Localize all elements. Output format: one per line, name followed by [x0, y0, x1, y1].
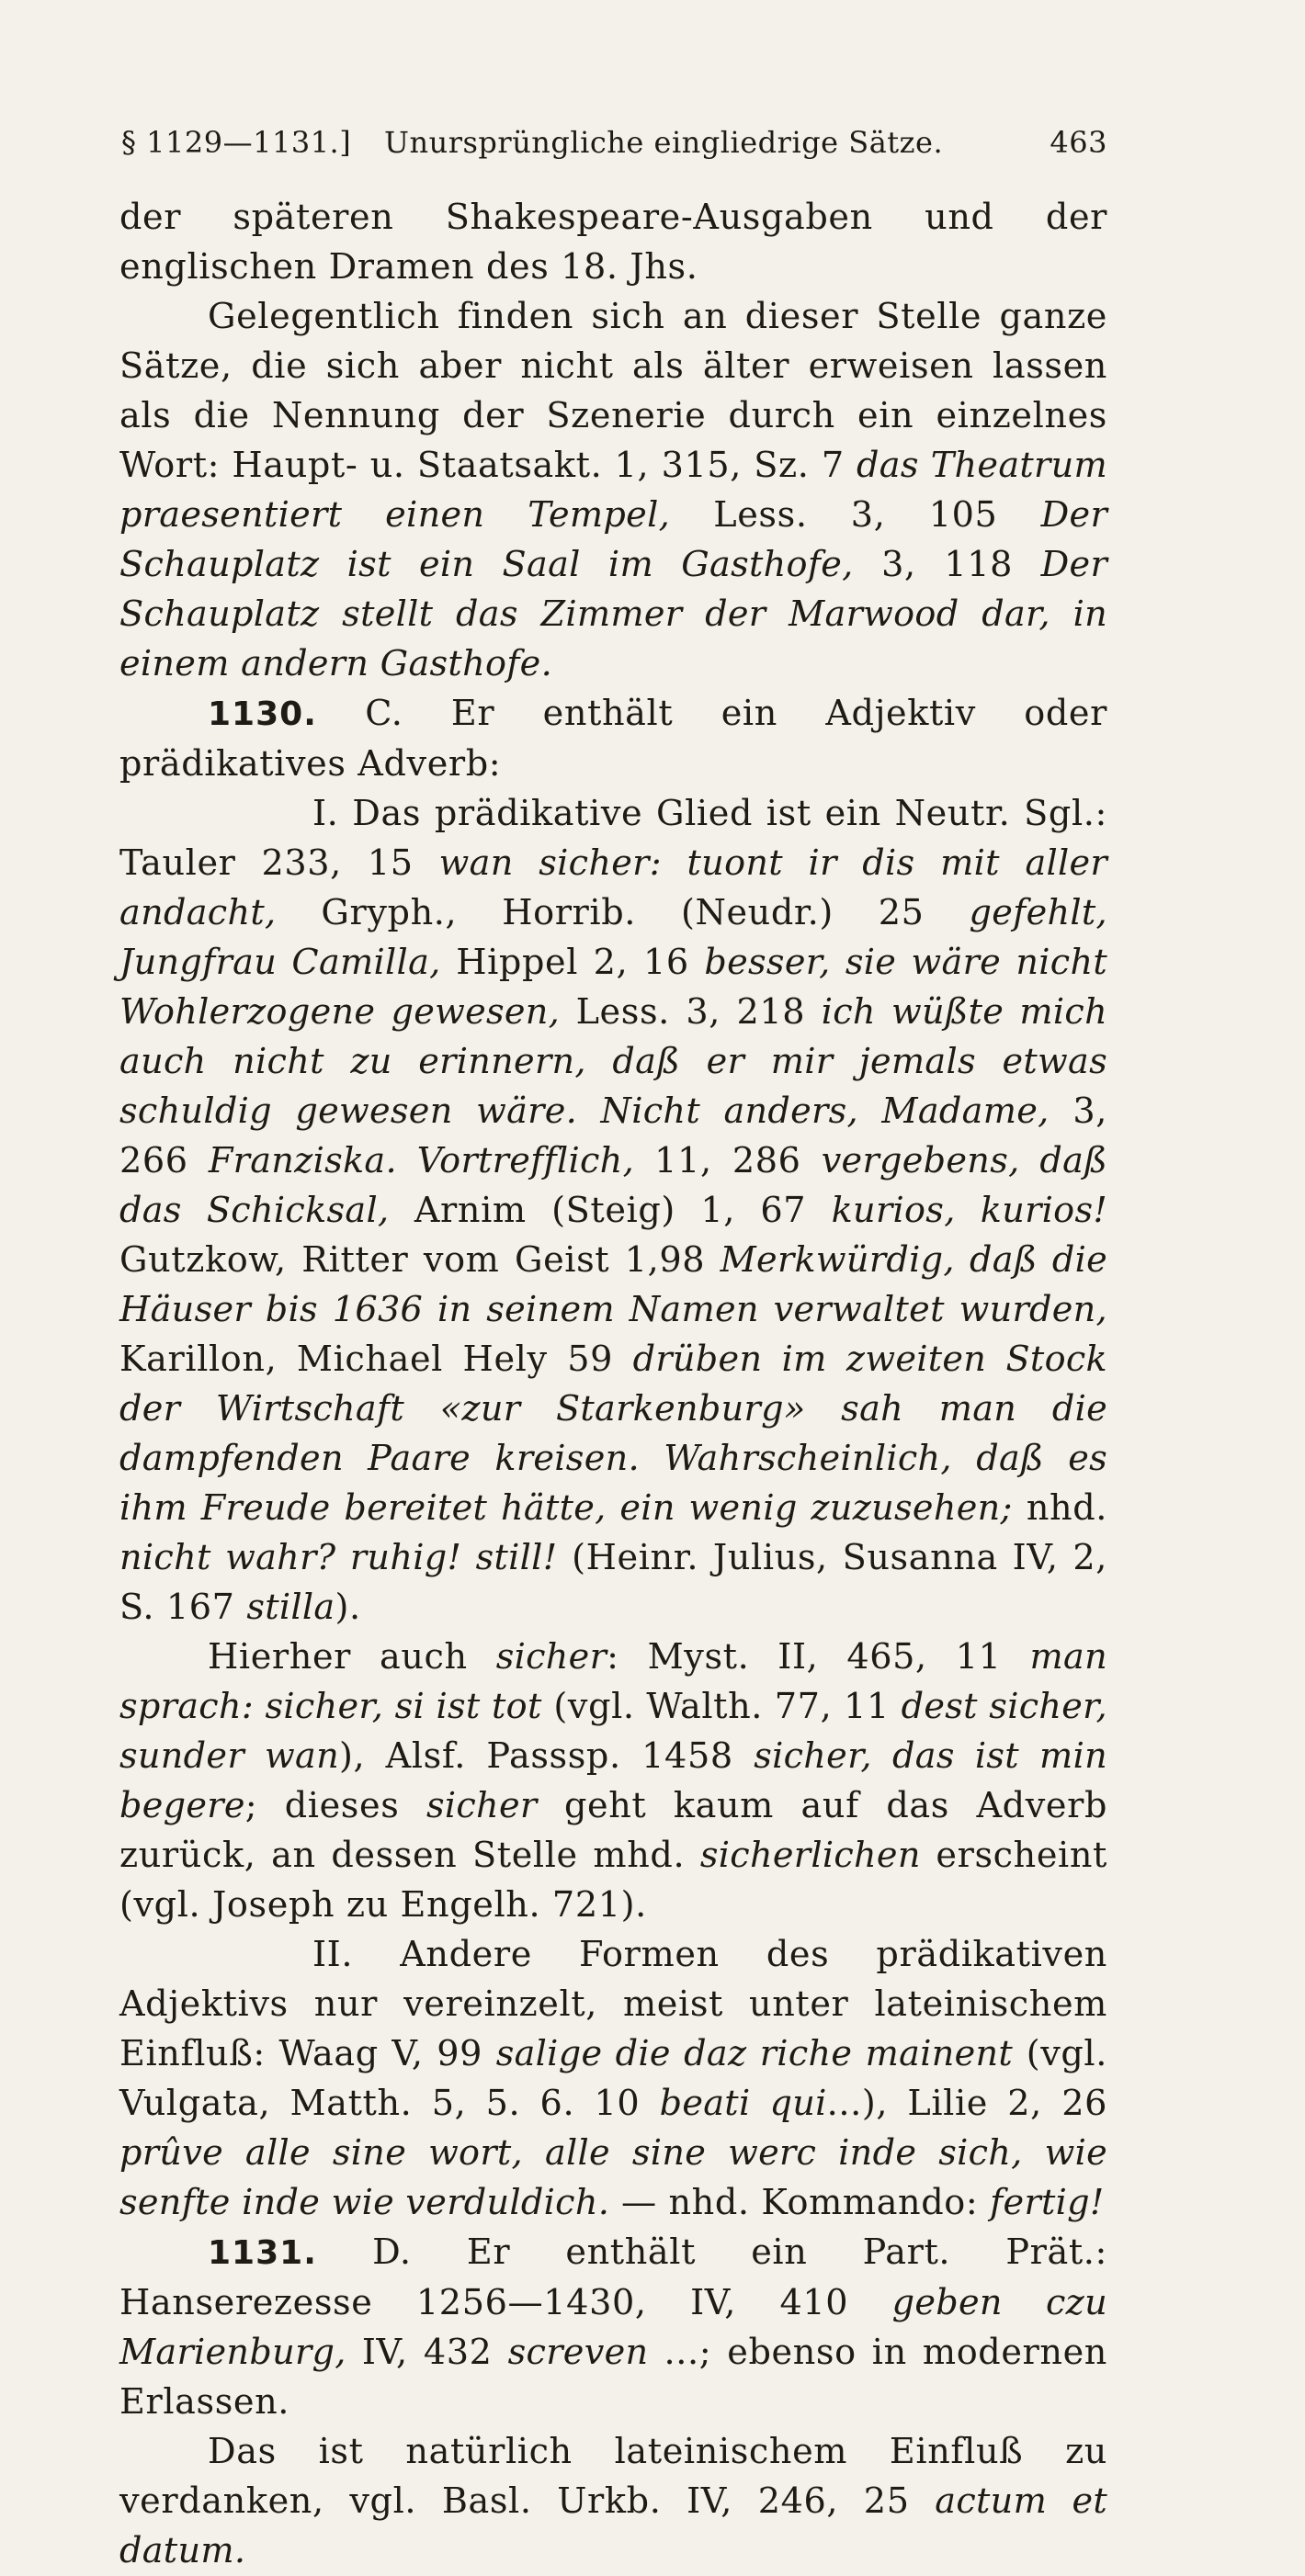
- text-run: geht kaum auf das Adverb zurück, an dessen Stelle mhd.: [119, 1786, 1107, 1876]
- text-run: Gryph., Horrib. (Neudr.) 25: [276, 893, 970, 933]
- text-run: Das ist natürlich lateinischem Einfluß zu verdanken, vgl. Basl. Urkb. IV, 246, 25: [119, 2432, 1107, 2522]
- italic-quote: gefehlt, Jungfrau Camilla,: [119, 893, 1107, 983]
- italic-quote: prûve alle sine wort, alle sine werc inde sich, wie senfte inde wie verduldich.: [119, 2133, 1107, 2223]
- paragraph: [119, 1930, 1107, 2228]
- text-run: Gelegentlich finden sich an dieser Stelle ganze Sätze, die sich aber nicht als älter erweisen lassen als die Nennung der Szenerie durch ein einzelnes Wort: Haupt- u. Staatsakt. 1, 315, Sz. 7: [119, 297, 1107, 486]
- paragraph: [119, 292, 1107, 689]
- text-run: 3, 266: [119, 1091, 1107, 1181]
- paragraph: [119, 2228, 1107, 2427]
- text-run: (vgl. Walth. 77, 11: [541, 1687, 902, 1727]
- text-run: Less. 3, 105: [670, 495, 1041, 536]
- italic-quote: Der Schauplatz ist ein Saal im Gasthofe,: [119, 495, 1107, 585]
- text-run: Arnim (Steig) 1, 67: [389, 1191, 832, 1231]
- page-body: [119, 193, 1107, 2576]
- italic-quote: sicher: [426, 1786, 538, 1826]
- italic-quote: vergebens, daß das Schicksal,: [119, 1141, 1108, 1231]
- italic-quote: kurios, kurios!: [831, 1191, 1107, 1231]
- text-run: — nhd. Kommando:: [609, 2183, 991, 2223]
- text-run: C. Er enthält ein Adjektiv oder prädikatives Adverb:: [119, 694, 1107, 785]
- text-run: (Heinr. Julius, Susanna IV, 2, S. 167: [119, 1538, 1107, 1628]
- text-run: ), Alsf. Passsp. 1458: [338, 1736, 755, 1777]
- text-run: 11, 286: [634, 1141, 822, 1181]
- running-header: [119, 125, 1107, 171]
- text-run: ; dieses: [244, 1786, 426, 1826]
- italic-quote: nicht wahr? ruhig! still!: [119, 1538, 558, 1578]
- italic-quote: wan sicher: tuont ir dis mit aller andacht,: [119, 843, 1107, 933]
- italic-quote: man sprach: sicher, si ist tot: [119, 1637, 1107, 1727]
- paragraph: [119, 2427, 1107, 2576]
- text-run: I. Das prädikative Glied ist ein Neutr. Sgl.: Tauler 233, 15: [119, 794, 1107, 884]
- italic-quote: stilla: [246, 1587, 335, 1628]
- text-run: ...; ebenso in modernen Erlassen.: [119, 2333, 1107, 2423]
- text-run: Karillon, Michael Hely 59: [119, 1339, 633, 1380]
- text-run: erscheint (vgl. Joseph zu Engelh. 721).: [119, 1836, 1107, 1926]
- text-run: der späteren Shakespeare-Ausgaben und der englischen Dramen des 18. Jhs.: [119, 198, 1107, 288]
- text-run: nhd.: [1012, 1488, 1107, 1529]
- italic-quote: dest sicher, sunder wan: [119, 1687, 1107, 1777]
- italic-quote: ich wüßte mich auch nicht zu erinnern, daß er mir jemals etwas schuldig gewesen wäre. Nicht anders, Madame,: [119, 992, 1107, 1132]
- italic-quote: geben czu Marienburg,: [119, 2283, 1108, 2373]
- italic-quote: besser, sie wäre nicht Wohlerzogene gewesen,: [119, 943, 1107, 1033]
- text-run: D. Er enthält ein Part. Prät.: Hanserezesse 1256—1430, IV, 410: [119, 2232, 1107, 2323]
- text-run: ...), Lilie 2, 26: [826, 2084, 1107, 2124]
- text-run: Less. 3, 218: [560, 992, 822, 1033]
- section-number: 1130.: [208, 695, 317, 733]
- italic-quote: actum et datum.: [119, 2481, 1108, 2571]
- paragraph: [119, 789, 1107, 1633]
- italic-quote: Merkwürdig, daß die Häuser bis 1636 in seinem Namen verwaltet wurden,: [119, 1240, 1107, 1330]
- italic-quote: screven: [507, 2333, 649, 2373]
- text-run: (vgl. Vulgata, Matth. 5, 5. 6. 10: [119, 2034, 1107, 2124]
- italic-quote: salige die daz riche mainent: [495, 2034, 1014, 2074]
- page-number: 463: [1050, 125, 1107, 160]
- section-range: § 1129—1131.]: [121, 125, 352, 160]
- text-run: Hierher auch: [208, 1637, 496, 1678]
- italic-quote: sicherlichen: [699, 1836, 921, 1876]
- italic-quote: sicher: [495, 1637, 607, 1678]
- text-run: IV, 432: [346, 2333, 508, 2373]
- text-run: : Myst. II, 465, 11: [607, 1637, 1030, 1678]
- italic-quote: beati qui: [659, 2084, 827, 2124]
- text-run: Hippel 2, 16: [440, 943, 705, 983]
- italic-quote: das Theatrum praesentiert einen Tempel,: [119, 446, 1108, 536]
- italic-quote: fertig!: [990, 2183, 1105, 2223]
- italic-quote: Franziska. Vortrefflich,: [208, 1141, 635, 1181]
- paragraph: [119, 193, 1107, 292]
- text-run: ).: [335, 1587, 361, 1628]
- italic-quote: Der Schauplatz stellt das Zimmer der Marwood dar, in einem andern Gasthofe.: [119, 545, 1107, 684]
- italic-quote: drüben im zweiten Stock der Wirtschaft «zur Starkenburg» sah man die dampfenden Paare kreisen. Wahrscheinlich, daß es ihm Freude bereitet hätte, ein wenig zuzusehen;: [119, 1339, 1107, 1529]
- text-run: 3, 118: [853, 545, 1041, 585]
- text-run: II. Andere Formen des prädikativen Adjektivs nur vereinzelt, meist unter lateinischem Einfluß: Waag V, 99: [119, 1935, 1107, 2074]
- text-run: Gutzkow, Ritter vom Geist 1,98: [119, 1240, 721, 1281]
- paragraph: [119, 1633, 1107, 1930]
- paragraph: [119, 689, 1107, 789]
- running-title: Unursprüngliche eingliedrige Sätze.: [384, 125, 944, 160]
- section-number: 1131.: [208, 2234, 317, 2272]
- italic-quote: sicher, das ist min begere: [119, 1736, 1107, 1826]
